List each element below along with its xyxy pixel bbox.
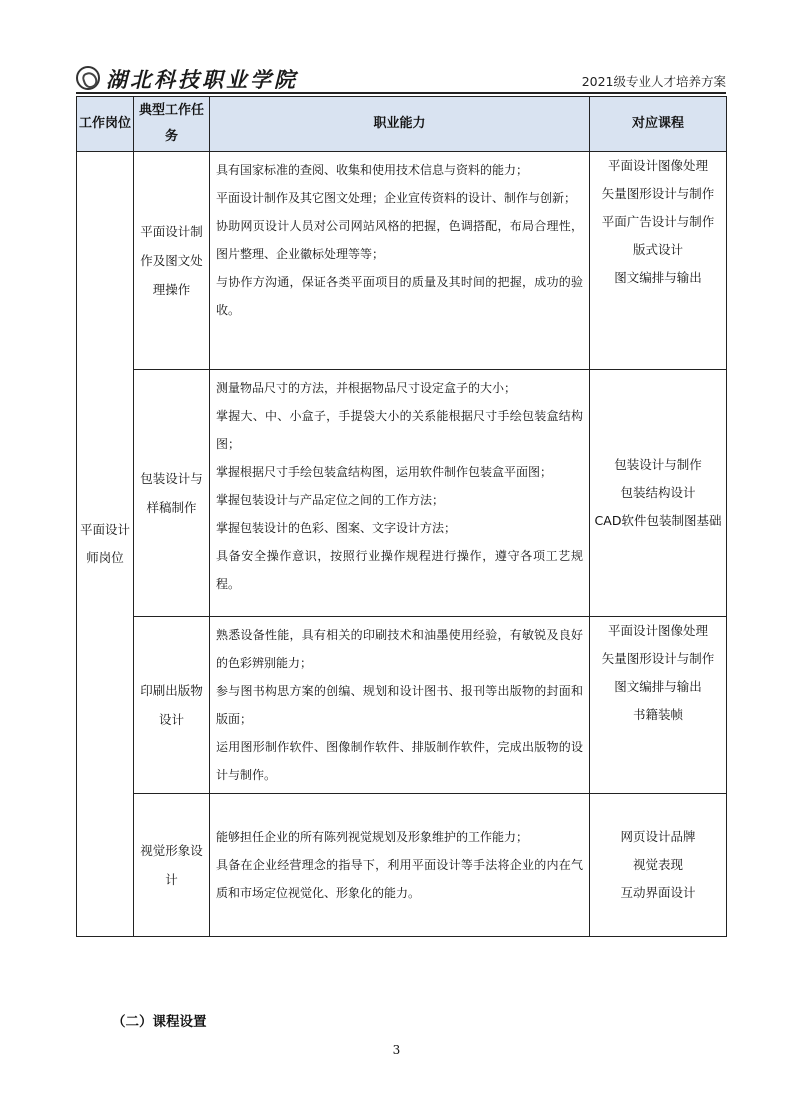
document-title: 2021级专业人才培养方案 (581, 74, 726, 89)
school-name: 湖北科技职业学院 (106, 67, 298, 92)
course-item: CAD软件包装制图基础 (594, 513, 722, 528)
ability-item: 熟悉设备性能，具有相关的印刷技术和油墨使用经验，有敏锐及良好的色彩辨别能力； (216, 628, 583, 670)
course-item: 视觉表现 (632, 857, 683, 872)
ability-item: 平面设计制作及其它图文处理；企业宣传资料的设计、制作与创新； (216, 191, 577, 205)
col-header-task: 典型工作任务 (134, 97, 210, 152)
course-cell (590, 617, 727, 794)
ability-item: 掌握包装设计与产品定位之间的工作方法； (216, 493, 445, 507)
course-item: 图文编排与输出 (614, 270, 702, 285)
ability-item: 能够担任企业的所有陈列视觉规划及形象维护的工作能力； (216, 830, 529, 844)
page-number: 3 (392, 1043, 401, 1057)
course-item: 互动界面设计 (620, 885, 696, 900)
course-item: 网页设计品牌 (620, 829, 696, 844)
ability-item: 参与图书构思方案的创编、规划和设计图书、报刊等出版物的封面和版面； (216, 684, 583, 726)
course-cell (590, 794, 727, 937)
ability-item: 测量物品尺寸的方法，并根据物品尺寸设定盒子的大小； (216, 381, 517, 395)
ability-item: 运用图形制作软件、图像制作软件、排版制作软件，完成出版物的设计与制作。 (216, 740, 583, 782)
ability-item: 具有国家标准的查阅、收集和使用技术信息与资料的能力； (216, 163, 529, 177)
ability-cell (210, 794, 590, 937)
task-cell: 平面设计制作及图文处理操作 (134, 152, 210, 370)
position-cell: 平面设计师岗位 (77, 152, 134, 937)
task-cell: 包装设计与样稿制作 (134, 370, 210, 617)
school-logo-icon (76, 66, 100, 90)
course-cell (590, 370, 727, 617)
ability-item: 协助网页设计人员对公司网站风格的把握，色调搭配，布局合理性，图片整理、企业徽标处理等等； (216, 219, 583, 261)
table-row (77, 152, 727, 370)
table-header-row (77, 97, 727, 152)
course-cell (590, 152, 727, 370)
course-item: 矢量图形设计与制作 (601, 651, 715, 666)
course-item: 平面广告设计与制作 (601, 214, 715, 229)
ability-item: 掌握根据尺寸手绘包装盒结构图，运用软件制作包装盒平面图； (216, 465, 553, 479)
table-row (77, 617, 727, 794)
task-cell: 视觉形象设计 (134, 794, 210, 937)
table-row (77, 370, 727, 617)
ability-item: 具备安全操作意识，按照行业操作规程进行操作，遵守各项工艺规程。 (216, 549, 583, 591)
ability-cell (210, 370, 590, 617)
course-item: 版式设计 (632, 242, 683, 257)
course-item: 平面设计图像处理 (607, 158, 708, 173)
col-header-course: 对应课程 (590, 97, 727, 152)
course-item: 书籍装帧 (632, 707, 683, 722)
table-row (77, 794, 727, 937)
course-item: 图文编排与输出 (614, 679, 702, 694)
ability-item: 与协作方沟通，保证各类平面项目的质量及其时间的把握，成功的验收。 (216, 275, 583, 317)
section-heading: （二）课程设置 (112, 1014, 207, 1030)
course-item: 平面设计图像处理 (607, 623, 708, 638)
col-header-position: 工作岗位 (77, 97, 134, 152)
course-item: 包装结构设计 (620, 485, 696, 500)
ability-item: 具备在企业经营理念的指导下，利用平面设计等手法将企业的内在气质和市场定位视觉化、形象化的能力。 (216, 858, 583, 900)
job-ability-table (76, 96, 727, 937)
page-header (76, 64, 726, 94)
course-item: 包装设计与制作 (614, 457, 702, 472)
ability-cell (210, 152, 590, 370)
ability-item: 掌握包装设计的色彩、图案、文字设计方法； (216, 521, 457, 535)
col-header-ability: 职业能力 (210, 97, 590, 152)
ability-item: 掌握大、中、小盒子，手提袋大小的关系能根据尺寸手绘包装盒结构图； (216, 409, 583, 451)
course-item: 矢量图形设计与制作 (601, 186, 715, 201)
header-divider (76, 92, 726, 94)
ability-cell (210, 617, 590, 794)
task-cell: 印刷出版物设计 (134, 617, 210, 794)
